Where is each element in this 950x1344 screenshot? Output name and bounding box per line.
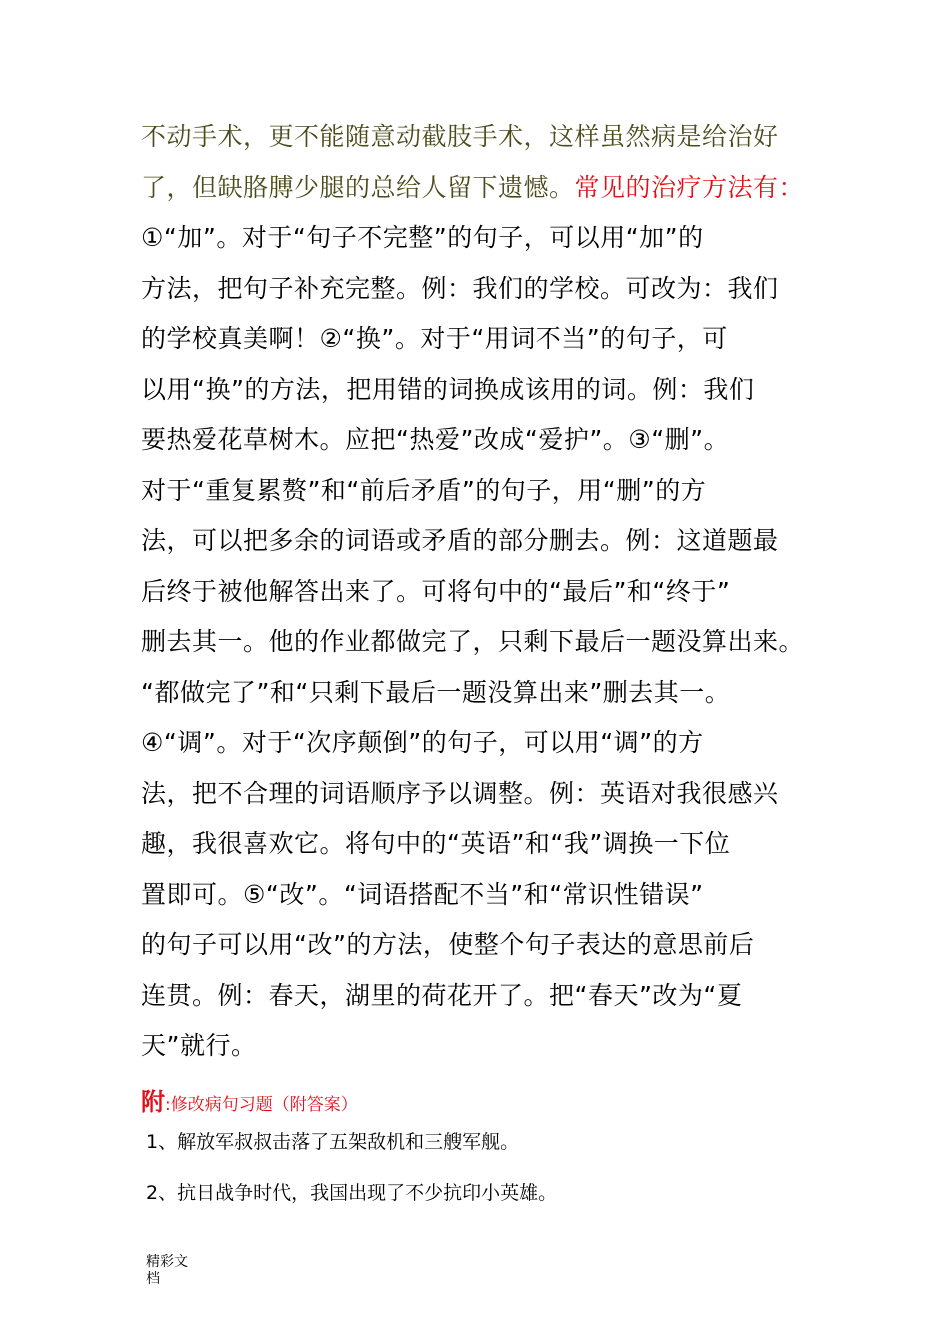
line-text: 不动手术，更不能随意动截肢手术，这样虽然病是给治好	[141, 122, 779, 151]
line-text: 删去其一。他的作业都做完了，只剩下最后一题没算出来。	[141, 627, 805, 656]
line-text: 趣，我很喜欢它。将句中的“英语”和“我”调换一下位	[141, 829, 731, 858]
line-text: 置即可。⑤“改”。“词语搭配不当”和“常识性错误”	[141, 879, 704, 909]
paragraph-line	[141, 567, 841, 618]
line-text: 要热爱花草树木。应把“热爱”改成“爱护”。③“删”。	[141, 425, 730, 454]
line-text: 了，但缺胳膊少腿的总给人留下遗憾。	[141, 172, 575, 202]
paragraph-line	[141, 112, 841, 163]
paragraph-line	[141, 466, 841, 517]
appendix-subtitle: :修改病句习题（附答案）	[165, 1095, 358, 1115]
line-text: 天”就行。	[141, 1031, 257, 1060]
line-text: 对于“重复累赘”和“前后矛盾”的句子，用“删”的方	[141, 475, 707, 505]
line-text: 连贯。例：春天，湖里的荷花开了。把“春天”改为“夏	[141, 980, 743, 1010]
page-footer: 精彩文档	[146, 1254, 188, 1287]
exercise-question-1: 1、解放军叔叔击落了五架敌机和三艘军舰。	[146, 1131, 520, 1153]
line-text: “都做完了”和“只剩下最后一题没算出来”删去其一。	[141, 677, 731, 707]
paragraph-line	[141, 1021, 841, 1072]
line-text: 后终于被他解答出来了。可将句中的“最后”和“终于”	[141, 576, 731, 606]
paragraph-line	[141, 769, 841, 820]
paragraph-line	[141, 415, 841, 466]
paragraph-line	[141, 314, 841, 365]
paragraph-line	[141, 971, 841, 1022]
paragraph-line	[141, 617, 841, 668]
paragraph-line	[141, 870, 841, 921]
appendix-label: 附	[141, 1088, 165, 1116]
line-text: 的句子可以用“改”的方法，使整个句子表达的意思前后	[141, 930, 755, 959]
paragraph-line	[141, 516, 841, 567]
paragraph-line	[141, 819, 841, 870]
section-heading-inline: 常见的治疗方法有：	[574, 172, 805, 202]
line-text: 法，把不合理的词语顺序予以调整。例：英语对我很感兴	[141, 778, 779, 808]
paragraph-line	[141, 264, 841, 315]
line-text: 以用“换”的方法，把用错的词换成该用的词。例：我们	[141, 374, 755, 404]
exercise-question-2: 2、抗日战争时代，我国出现了不少抗印小英雄。	[146, 1182, 558, 1204]
paragraph-line	[141, 213, 841, 264]
line-text: 法，可以把多余的词语或矛盾的部分删去。例：这道题最	[141, 526, 779, 555]
main-paragraph	[141, 112, 841, 1072]
appendix-heading	[141, 1082, 358, 1117]
paragraph-line	[141, 163, 841, 214]
line-text: ④“调”。对于“次序颠倒”的句子，可以用“调”的方	[141, 728, 704, 757]
line-text: ①“加”。对于“句子不完整”的句子，可以用“加”的	[141, 223, 704, 252]
paragraph-line	[141, 365, 841, 416]
paragraph-line	[141, 718, 841, 769]
paragraph-line	[141, 920, 841, 971]
paragraph-line	[141, 668, 841, 719]
line-text: 的学校真美啊！②“换”。对于“用词不当”的句子，可	[141, 324, 728, 353]
line-text: 方法，把句子补充完整。例：我们的学校。可改为：我们	[141, 273, 779, 303]
